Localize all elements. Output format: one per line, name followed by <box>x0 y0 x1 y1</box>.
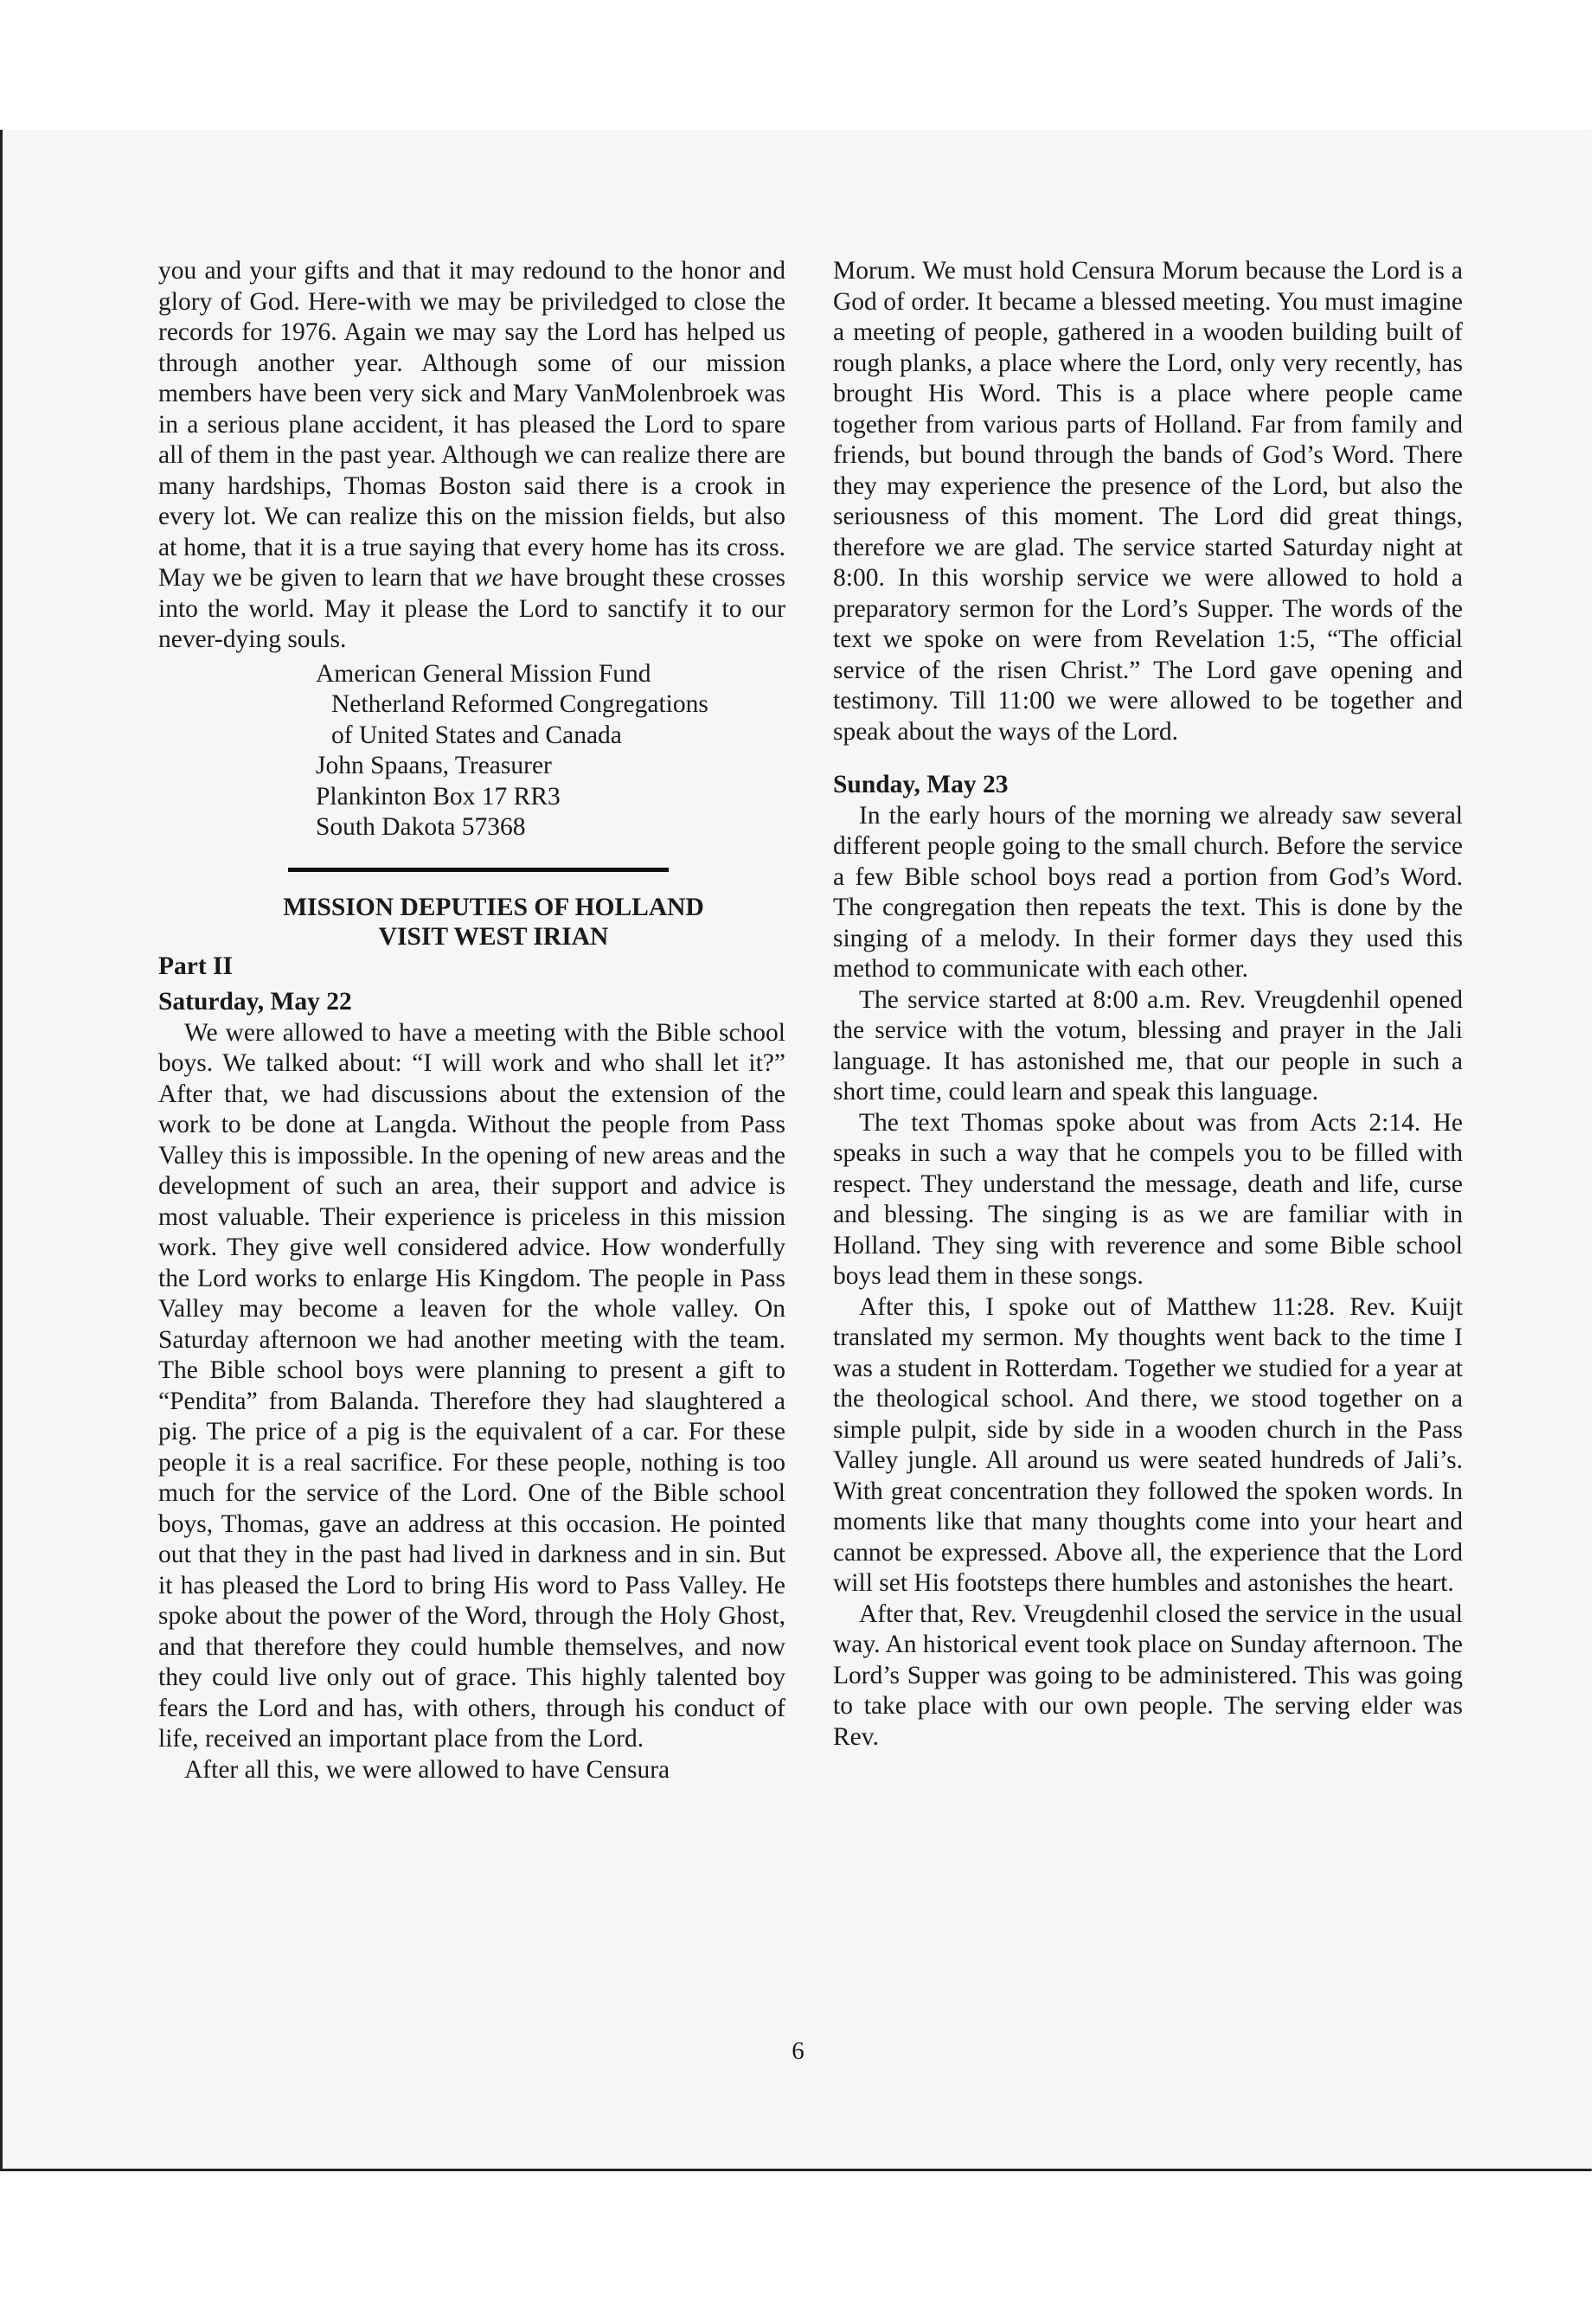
right-column <box>833 256 1463 1753</box>
left-column <box>158 256 785 1785</box>
part-label: Part II <box>158 952 234 980</box>
signature-line: American General Mission Fund <box>316 659 651 688</box>
section-divider <box>288 868 669 872</box>
paragraph: The text Thomas spoke about was from Acts 2:14. He speaks in such a way that he compels you to be filled with respect. They understand the message, death and life, curse and blessing. The singing is as we are familiar with in Holland. They sing with reverence and some Bible school boys lead them in these songs. <box>833 1108 1463 1290</box>
paragraph: After that, Rev. Vreugdenhil closed the service in the usual way. An historical event took place on Sunday afternoon. The Lord’s Supper was going to be administered. This was going to take place with our own people. The serving elder was Rev. <box>833 1599 1463 1751</box>
emphasis-we: we <box>474 564 503 592</box>
opening-paragraph: you and your gifts and that it may redound to the honor and glory of God. Here-with we may be priviledged to close the records for 1976. Again we may say the Lord has helped us through another year. Although some of our mission members have been very sick and Mary VanMolenbroek was in a serious plane accident, it has pleased the Lord to spare all of them in the past year. Although we can realize there are many hardships, Thomas Boston said there is a crook in every lot. We can realize this on the mission fields, but also at home, that it is a true saying that every home has its cross. May we be given to learn that we have brought these crosses into the world. May it please the Lord to sanctify it to our never-dying souls. <box>158 257 786 653</box>
signature-line: Netherland Reformed Congregations <box>331 690 708 718</box>
paragraph: In the early hours of the morning we already saw several different people going to the small church. Before the service a few Bible school boys read a portion from God’s Word. The congregation then repeats the text. This is done by the singing of a melody. In their former days they used this method to communicate with each other. <box>833 801 1463 983</box>
scanned-page <box>0 130 1592 2171</box>
paragraph: After this, I spoke out of Matthew 11:28. Rev. Kuijt translated my sermon. My thoughts went back to the time I was a student in Rotterdam. Together we studied for a year at the theological school. And there, we stood together on a simple pulpit, side by side in a wooden church in the Pass Valley jungle. All around us were seated hundreds of Jali’s. With great concentration they followed the spoken words. In moments like that many thoughts come into your heart and cannot be expressed. Above all, the experience that the Lord will set His footsteps there humbles and astonishes the heart. <box>833 1292 1463 1597</box>
paragraph: We were allowed to have a meeting with the Bible school boys. We talked about: “I will work and who shall let it?” After that, we had discussions about the extension of the work to be done at Langda. Without the people from Pass Valley this is impossible. In the opening of new areas and the development of such an area, their support and advice is most valuable. Their experience is priceless in this mission work. They give well considered advice. How wonderfully the Lord works to enlarge His Kingdom. The people in Pass Valley may become a leaven for the whole valley. On Saturday afternoon we had another meeting with the team. The Bible school boys were planning to present a gift to “Pendita” from Balanda. Therefore they had slaughtered a pig. The price of a pig is the equivalent of a car. For these people it is a real sacrifice. For these people, nothing is too much for the service of the Lord. One of the Bible school boys, Thomas, gave an address at this occasion. He pointed out that they in the past had lived in darkness and in sin. But it has pleased the Lord to bring His word to Pass Valley. He spoke about the power of the Word, through the Holy Ghost, and that therefore they could humble themselves, and now they could live only out of grace. This highly talented boy fears the Lord and has, with others, through his conduct of life, received an important place from the Lord. <box>158 1018 785 1753</box>
article-title: MISSION DEPUTIES OF HOLLAND VISIT WEST IRIAN <box>283 893 704 951</box>
day-heading-saturday: Saturday, May 22 <box>158 988 352 1016</box>
signature-line: Plankinton Box 17 RR3 <box>316 782 561 811</box>
signature-line: of United States and Canada <box>331 721 622 749</box>
day-heading-sunday: Sunday, May 23 <box>833 771 1009 798</box>
signature-block <box>316 659 785 843</box>
signature-line: South Dakota 57368 <box>316 813 526 841</box>
paragraph: After all this, we were allowed to have Censura <box>184 1755 670 1784</box>
page-number: 6 <box>792 2037 804 2065</box>
paragraph: The service started at 8:00 a.m. Rev. Vreugdenhil opened the service with the votum, blessing and prayer in the Jali language. It has astonished me, that our people in such a short time, could learn and speak this language. <box>833 985 1463 1106</box>
paragraph: Morum. We must hold Censura Morum because the Lord is a God of order. It became a blessed meeting. You must imagine a meeting of people, gathered in a wooden building built of rough planks, a place where the Lord, only very recently, has brought His Word. This is a place where people came together from various parts of Holland. Far from family and friends, but bound through the bands of God’s Word. There they may experience the presence of the Lord, but also the seriousness of this moment. The Lord did great things, therefore we are glad. The service started Saturday night at 8:00. In this worship service we were allowed to hold a preparatory sermon for the Lord’s Supper. The words of the text we spoke on were from Revelation 1:5, “The official service of the risen Christ.” The Lord gave opening and testimony. Till 11:00 we were allowed to be together and speak about the ways of the Lord. <box>833 257 1463 746</box>
signature-line: John Spaans, Treasurer <box>316 752 552 779</box>
